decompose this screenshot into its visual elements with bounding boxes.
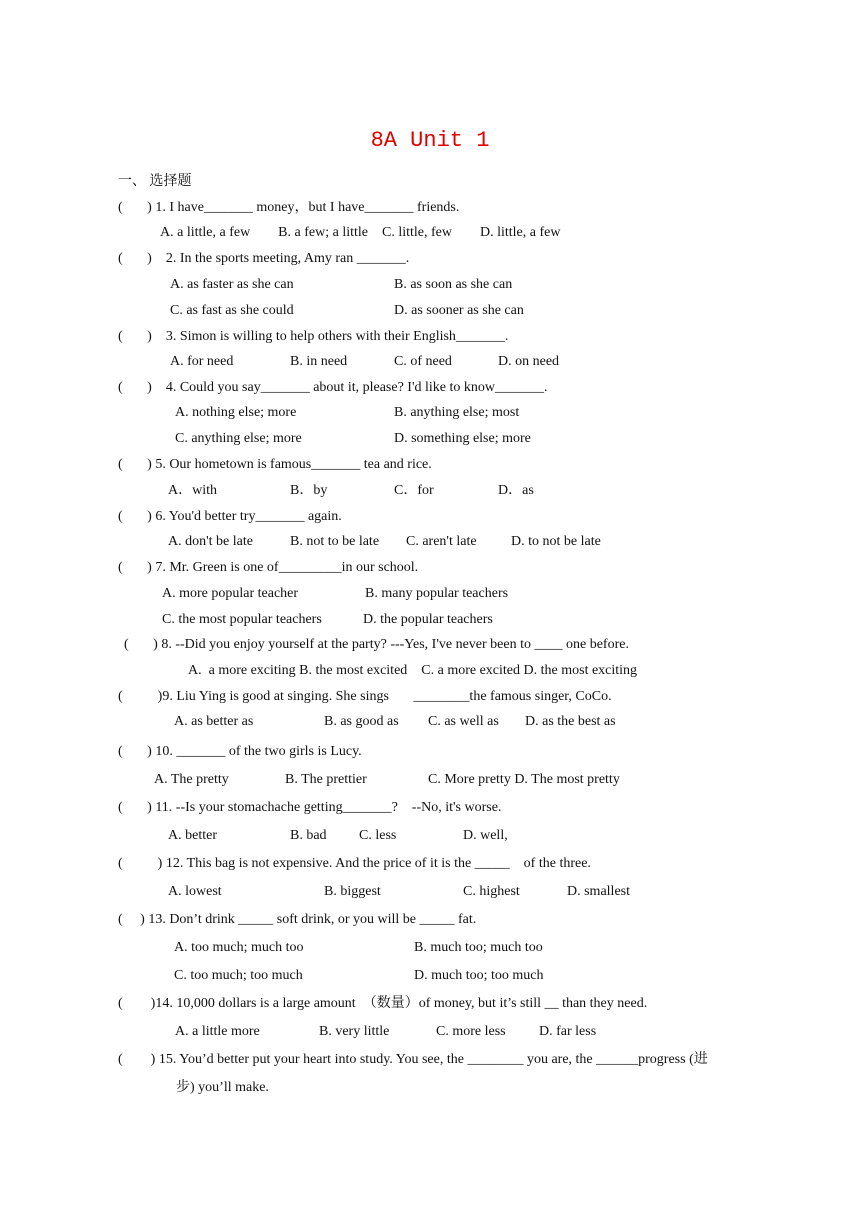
q4-option-b: B. anything else; most xyxy=(394,405,520,420)
q3-option-c: C. of need xyxy=(394,354,452,369)
q3-option-d: D. on need xyxy=(498,354,560,369)
q7-option-b: B. many popular teachers xyxy=(365,586,509,601)
q12-option-a: A. lowest xyxy=(168,884,222,899)
section-heading: 一、 选择题 xyxy=(118,174,192,189)
q11-option-c: C. less xyxy=(359,828,397,843)
question-3: ( ) 3. Simon is willing to help others with their English_______. xyxy=(118,329,509,344)
q13-option-c: C. too much; too much xyxy=(174,968,303,983)
q5-option-c: C．for xyxy=(394,483,434,498)
q4-option-a: A. nothing else; more xyxy=(175,405,297,420)
question-8-options: A. a more exciting B. the most excited C. a more excited D. the most exciting xyxy=(188,663,638,678)
q10-option-a: A. The pretty xyxy=(154,772,229,787)
question-9: ( )9. Liu Ying is good at singing. She sings ________the famous singer, CoCo. xyxy=(118,689,612,704)
q7-option-d: D. the popular teachers xyxy=(363,612,493,627)
q13-option-b: B. much too; much too xyxy=(414,940,543,955)
q3-option-a: A. for need xyxy=(170,354,234,369)
question-15: ( ) 15. You’d better put your heart into study. You see, the ________ you are, the ______progress (进 xyxy=(118,1052,708,1067)
q2-option-a: A. as faster as she can xyxy=(170,277,294,292)
q7-option-a: A. more popular teacher xyxy=(162,586,299,601)
q14-option-d: D. far less xyxy=(539,1024,597,1039)
q12-option-c: C. highest xyxy=(463,884,520,899)
q5-option-a: A．with xyxy=(168,483,217,498)
q7-option-c: C. the most popular teachers xyxy=(162,612,322,627)
q6-option-b: B. not to be late xyxy=(290,534,380,549)
question-1-options: A. a little, a few B. a few; a little C. little, few D. little, a few xyxy=(160,225,561,240)
q14-option-c: C. more less xyxy=(436,1024,506,1039)
question-14: ( )14. 10,000 dollars is a large amount （数量）of money, but it’s still __ than they need. xyxy=(118,996,648,1011)
question-13: ( ) 13. Don’t drink _____ soft drink, or you will be _____ fat. xyxy=(118,912,477,927)
question-15-continued: 步) you’ll make. xyxy=(176,1080,269,1095)
q4-option-d: D. something else; more xyxy=(394,431,531,446)
q11-option-d: D. well, xyxy=(463,828,508,843)
question-6: ( ) 6. You'd better try_______ again. xyxy=(118,509,342,524)
q12-option-b: B. biggest xyxy=(324,884,381,899)
q5-option-b: B．by xyxy=(290,483,328,498)
q13-option-a: A. too much; much too xyxy=(174,940,304,955)
q11-option-b: B. bad xyxy=(290,828,327,843)
q9-option-a: A. as better as xyxy=(174,714,254,729)
q6-option-c: C. aren't late xyxy=(406,534,477,549)
question-5: ( ) 5. Our hometown is famous_______ tea and rice. xyxy=(118,457,432,472)
question-10: ( ) 10. _______ of the two girls is Lucy. xyxy=(118,744,362,759)
q14-option-a: A. a little more xyxy=(175,1024,260,1039)
question-12: ( ) 12. This bag is not expensive. And the price of it is the _____ of the three. xyxy=(118,856,591,871)
q13-option-d: D. much too; too much xyxy=(414,968,544,983)
q5-option-d: D．as xyxy=(498,483,534,498)
q4-option-c: C. anything else; more xyxy=(175,431,302,446)
q11-option-a: A. better xyxy=(168,828,217,843)
question-4: ( ) 4. Could you say_______ about it, please? I'd like to know_______. xyxy=(118,380,548,395)
q12-option-d: D. smallest xyxy=(567,884,630,899)
q2-option-c: C. as fast as she could xyxy=(170,303,294,318)
question-11: ( ) 11. --Is your stomachache getting_______? --No, it's worse. xyxy=(118,800,502,815)
q6-option-a: A. don't be late xyxy=(168,534,253,549)
q9-option-c: C. as well as xyxy=(428,714,499,729)
question-2: ( ) 2. In the sports meeting, Amy ran _______. xyxy=(118,251,410,266)
q9-option-b: B. as good as xyxy=(324,714,399,729)
question-7: ( ) 7. Mr. Green is one of_________in our school. xyxy=(118,560,419,575)
document-title: 8A Unit 1 xyxy=(370,128,490,153)
q2-option-b: B. as soon as she can xyxy=(394,277,513,292)
q10-option-b: B. The prettier xyxy=(285,772,367,787)
q14-option-b: B. very little xyxy=(319,1024,390,1039)
q10-option-cd: C. More pretty D. The most pretty xyxy=(428,772,620,787)
q2-option-d: D. as sooner as she can xyxy=(394,303,524,318)
q6-option-d: D. to not be late xyxy=(511,534,601,549)
q3-option-b: B. in need xyxy=(290,354,348,369)
q9-option-d: D. as the best as xyxy=(525,714,616,729)
question-1: ( ) 1. I have_______ money，but I have_______ friends. xyxy=(118,200,460,215)
question-8: ( ) 8. --Did you enjoy yourself at the party? ---Yes, I've never been to ____ one before. xyxy=(124,637,629,652)
